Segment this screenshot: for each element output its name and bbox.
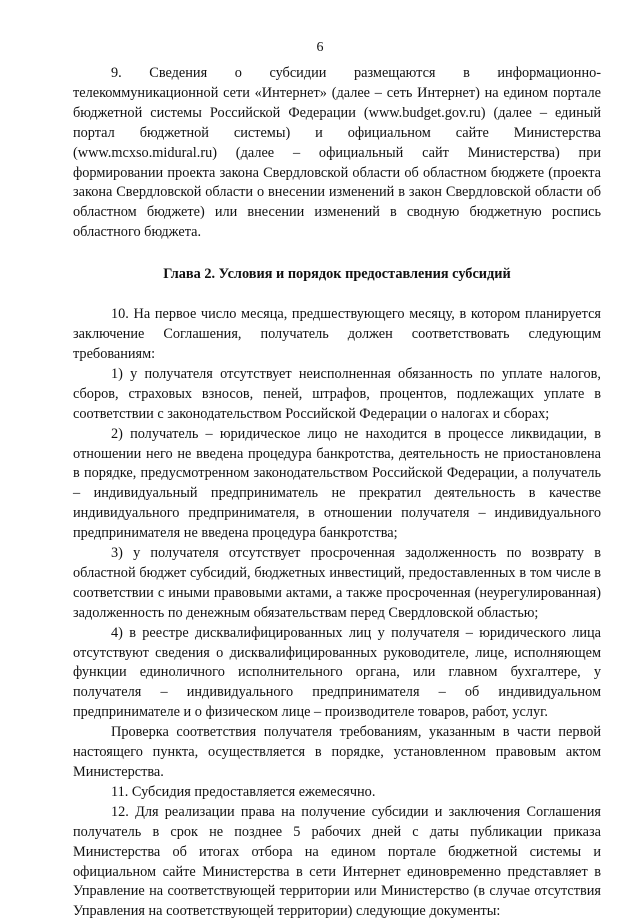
document-body bbox=[73, 64, 601, 922]
chapter-heading: Глава 2. Условия и порядок предоставления субсидий bbox=[163, 266, 511, 283]
paragraph-10-item-2: 2) получатель – юридическое лицо не находится в процессе ликвидации, в отношении него не введена процедура банкротства, деятельность не приостановлена в порядке, предусмотренном законодательством Российской Федерации, а получатель – индивидуальный предприниматель не прекратил деятельность в качестве индивидуального предпринимателя, в отношении получателя – индивидуального предпринимателя не введена процедура банкротства; bbox=[73, 425, 601, 542]
paragraph-10-verification: Проверка соответствия получателя требованиям, указанным в части первой настоящего пункта, осуществляется в порядке, установленном правовым актом Министерства. bbox=[73, 724, 601, 780]
paragraph-10-item-3: 3) у получателя отсутствует просроченная задолженность по возврату в областной бюджет субсидий, бюджетных инвестиций, предоставленных в том числе в соответствии с иными правовыми актами, а также просроченная (неурегулированная) задолженность по денежным обязательствам перед Свердловской областью; bbox=[73, 545, 601, 621]
page-number: 6 bbox=[316, 40, 324, 55]
paragraph-10: 10. На первое число месяца, предшествующего месяцу, в котором планируется заключение Соглашения, получатель должен соответствовать следующим требованиям: bbox=[73, 306, 601, 362]
paragraph-9: 9. Сведения о субсидии размещаются в информационно-телекоммуникационной сети «Интернет» (далее – сеть Интернет) на едином портале бюджетной системы Российской Федерации (www.budget.gov.ru) (далее – единый портал бюджетной системы) и официальном сайте Министерства (www.mcxso.midural.ru) (далее – официальный сайт Министерства) при формировании проекта закона Свердловской области об областном бюджете (проекта закона Свердловской области о внесении изменений в закон Свердловской области об областном бюджете) или внесении изменений в сводную бюджетную роспись областного бюджета. bbox=[73, 65, 601, 241]
paragraph-10-item-4: 4) в реестре дисквалифицированных лиц у получателя – юридического лица отсутствуют сведения о дисквалифицированных руководителе, лице, исполняющем функции единоличного исполнительного органа, или главном бухгалтере, у получателя – индивидуального предпринимателя – об индивидуальном предпринимателе и о физическом лице – производителе товаров, работ, услуг. bbox=[73, 624, 601, 721]
paragraph-11: 11. Субсидия предоставляется ежемесячно. bbox=[111, 783, 376, 800]
paragraph-12: 12. Для реализации права на получение субсидии и заключения Соглашения получатель в срок не позднее 5 рабочих дней с даты публикации приказа Министерства об итогах отбора на едином портале бюджетной системы и официальном сайте Министерства в сети Интернет единовременно представляет в Управление на соответствующей территории или Министерство (в случае отсутствия Управления на соответствующей территории) следующие документы: bbox=[73, 803, 601, 920]
paragraph-10-item-1: 1) у получателя отсутствует неисполненная обязанность по уплате налогов, сборов, страховых взносов, пеней, штрафов, процентов, подлежащих уплате в соответствии с законодательством Российской Федерации о налогах и сборах; bbox=[73, 365, 601, 422]
